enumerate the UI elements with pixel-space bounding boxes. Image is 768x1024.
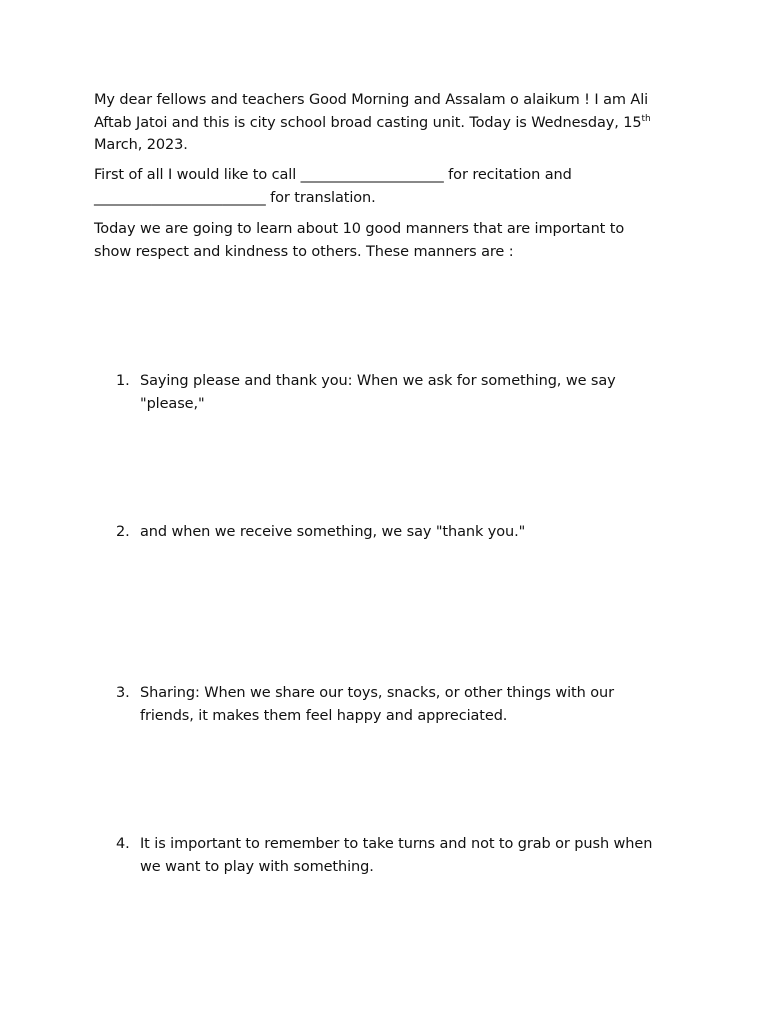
intro-paragraph (94, 89, 684, 157)
list-text-line-2: "please," (140, 395, 205, 412)
list-item (116, 682, 686, 727)
list-text-line-1: Sharing: When we share our toys, snacks, or other things with our (140, 685, 614, 701)
list-text (140, 521, 686, 544)
list-number: 1. (116, 373, 130, 389)
list-item (116, 833, 686, 878)
intro-line-1: My dear fellows and teachers Good Morning and Assalam o alaikum ! I am Ali (94, 92, 649, 108)
list-item (116, 370, 686, 415)
list-item (116, 521, 686, 544)
today-paragraph (94, 218, 684, 263)
list-text-line-1: It is important to remember to take turns and not to grab or push when (140, 836, 653, 852)
intro-line-2: Aftab Jatoi and this is city school broad casting unit. Today is Wednesday, 15 (94, 114, 642, 131)
intro-line-3: March, 2023. (94, 137, 188, 153)
list-text-line-1: Saying please and thank you: When we ask for something, we say (140, 373, 616, 389)
call-line-2: ________________________ for translation. (94, 189, 376, 206)
list-text-line-1: and when we receive something, we say "thank you." (140, 524, 526, 540)
list-number: 3. (116, 685, 130, 701)
call-paragraph (94, 164, 684, 209)
list-number: 4. (116, 836, 130, 852)
list-number: 2. (116, 524, 130, 540)
list-text (140, 682, 686, 727)
today-line-1: Today we are going to learn about 10 good manners that are important to (94, 221, 625, 237)
list-text (140, 833, 686, 878)
call-line-1: First of all I would like to call ____________________ for recitation and (94, 167, 572, 183)
list-text (140, 370, 686, 415)
list-text-line-2: friends, it makes them feel happy and appreciated. (140, 707, 508, 724)
today-line-2: show respect and kindness to others. These manners are : (94, 243, 514, 260)
date-ordinal-suffix: th (641, 113, 651, 124)
list-text-line-2: we want to play with something. (140, 858, 374, 875)
